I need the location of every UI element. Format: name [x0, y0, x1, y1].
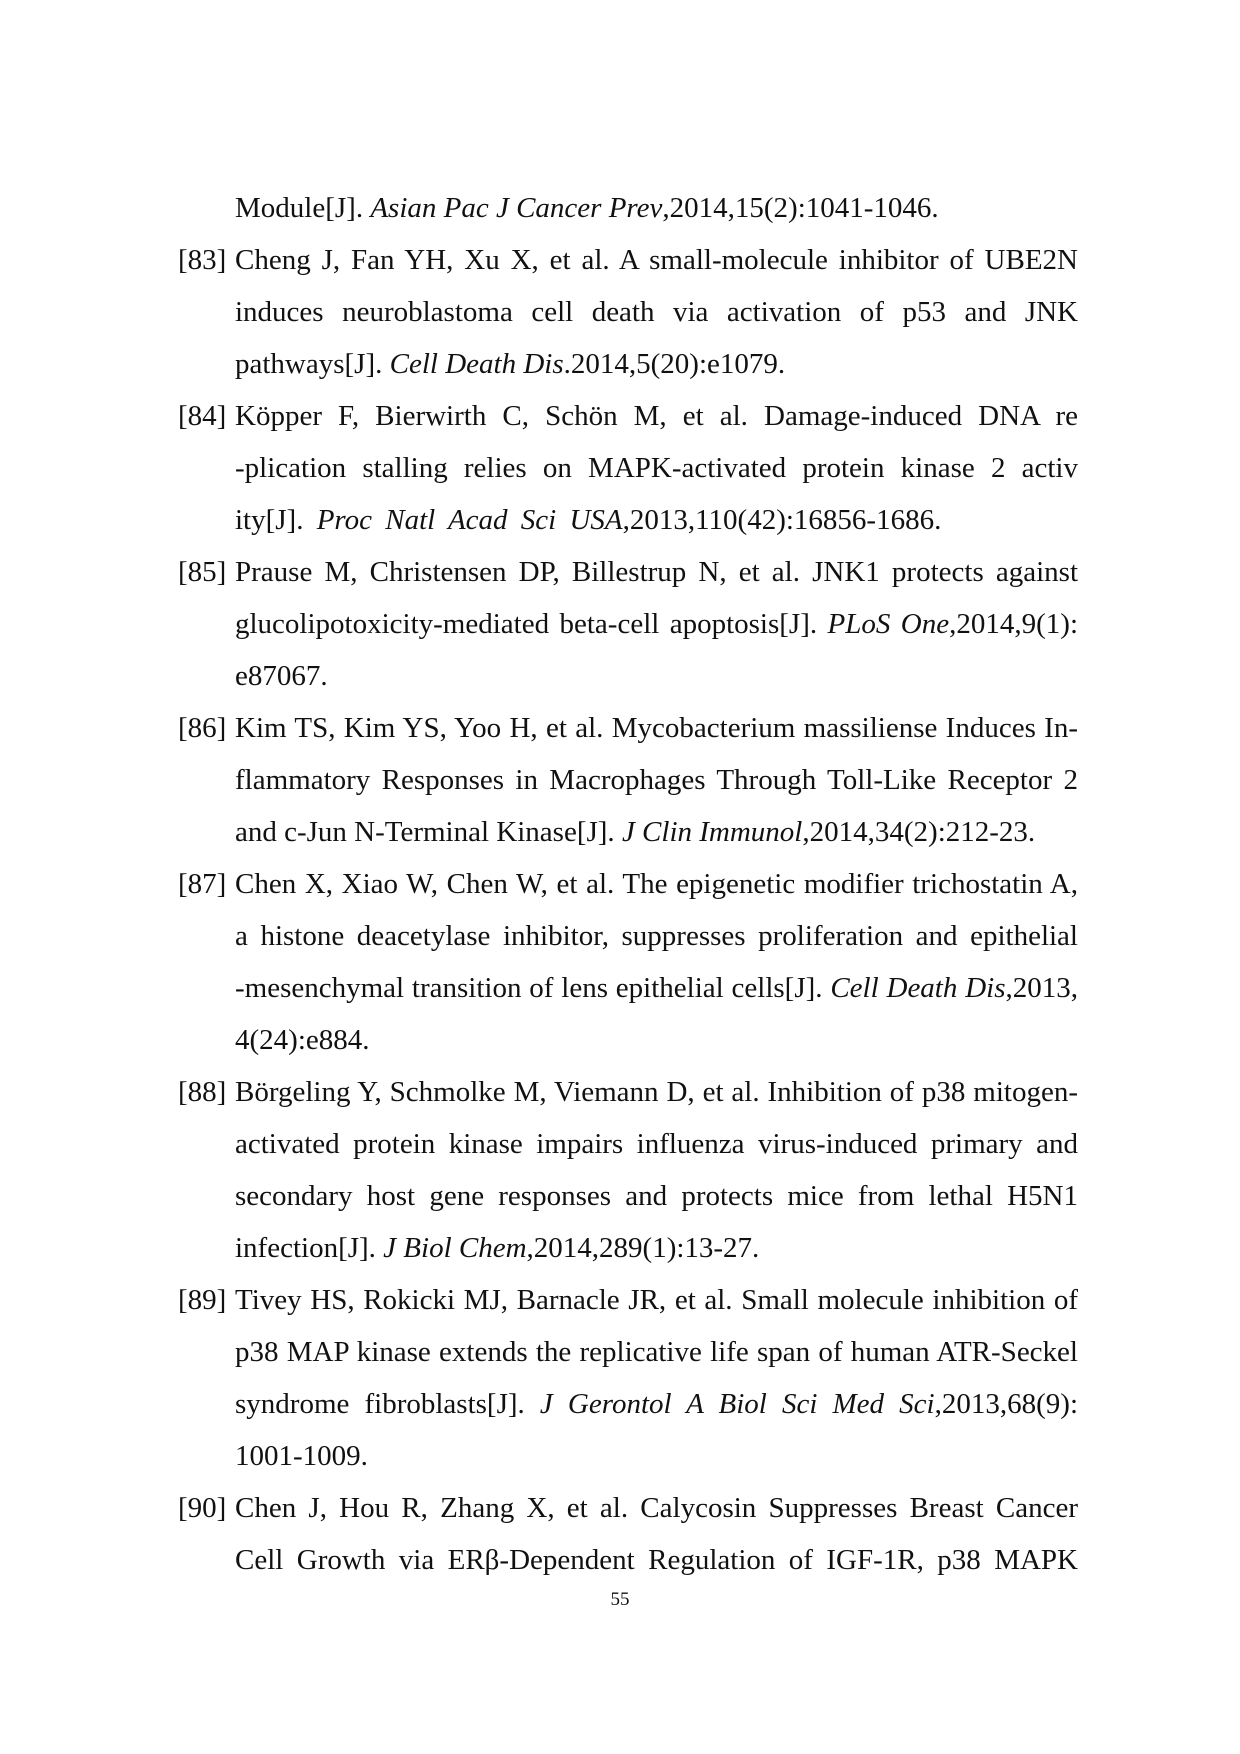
journal-name: Asian Pac J Cancer Prev	[370, 192, 663, 224]
reference-number: [85]	[178, 556, 227, 588]
reference-line: Chen X, Xiao W, Chen W, et al. The epigenetic modifier trichostatin A,	[235, 868, 1078, 900]
journal-name: J Gerontol A Biol Sci Med Sci	[539, 1388, 935, 1420]
reference-text: -mesenchymal transition of lens epithelial cells[J].	[235, 972, 831, 1004]
reference-item	[178, 546, 1078, 702]
reference-line	[235, 806, 1078, 858]
reference-number: [83]	[178, 244, 227, 276]
reference-line: Cell Growth via ERβ-Dependent Regulation of IGF-1R, p38 MAPK	[235, 1544, 1078, 1576]
reference-item	[178, 390, 1078, 546]
reference-line: Cheng J, Fan YH, Xu X, et al. A small-molecule inhibitor of UBE2N	[235, 244, 1078, 276]
reference-line	[235, 1222, 1078, 1274]
journal-name: Cell Death Dis	[830, 972, 1006, 1004]
reference-item	[178, 1066, 1078, 1274]
reference-text: ,2014,9(1):	[949, 608, 1078, 640]
reference-item	[178, 1482, 1078, 1586]
reference-number: [86]	[178, 712, 227, 744]
reference-text: .2014,5(20):e1079.	[563, 348, 786, 380]
reference-line	[235, 1378, 1078, 1430]
reference-line	[235, 494, 1078, 546]
reference-line: 1001-1009.	[235, 1440, 368, 1472]
reference-number: [88]	[178, 1076, 227, 1108]
reference-item	[178, 1274, 1078, 1482]
reference-line: Börgeling Y, Schmolke M, Viemann D, et al. Inhibition of p38 mitogen-	[235, 1076, 1078, 1108]
reference-line	[235, 338, 1078, 390]
reference-line: Prause M, Christensen DP, Billestrup N, et al. JNK1 protects against	[235, 556, 1078, 588]
reference-line: Köpper F, Bierwirth C, Schön M, et al. Damage-induced DNA re	[235, 400, 1078, 432]
reference-text: syndrome fibroblasts[J].	[235, 1388, 540, 1420]
reference-item	[178, 234, 1078, 390]
reference-line: Tivey HS, Rokicki MJ, Barnacle JR, et al. Small molecule inhibition of	[235, 1284, 1078, 1316]
journal-name: J Biol Chem	[383, 1232, 527, 1264]
reference-text: Module[J].	[235, 192, 371, 224]
reference-text: and c-Jun N-Terminal Kinase[J].	[235, 816, 622, 848]
reference-line: flammatory Responses in Macrophages Through Toll-Like Receptor 2	[235, 764, 1078, 796]
reference-line: -plication stalling relies on MAPK-activated protein kinase 2 activ	[235, 452, 1078, 484]
journal-name: Proc Natl Acad Sci USA	[316, 504, 623, 536]
reference-text: ,2014,34(2):212-23.	[802, 816, 1036, 848]
reference-text: ,2013,110(42):16856-1686.	[622, 504, 942, 536]
journal-name: PLoS One	[827, 608, 950, 640]
reference-number: [87]	[178, 868, 227, 900]
reference-line: secondary host gene responses and protects mice from lethal H5N1	[235, 1180, 1078, 1212]
reference-text: ity[J].	[235, 504, 317, 536]
reference-text: ,2013,68(9):	[934, 1388, 1078, 1420]
reference-line: Chen J, Hou R, Zhang X, et al. Calycosin Suppresses Breast Cancer	[235, 1492, 1078, 1524]
reference-line: activated protein kinase impairs influenza virus-induced primary and	[235, 1128, 1078, 1160]
reference-list	[178, 182, 1078, 1586]
reference-line: e87067.	[235, 660, 328, 692]
reference-line: Kim TS, Kim YS, Yoo H, et al. Mycobacterium massiliense Induces In-	[235, 712, 1078, 744]
reference-continuation	[178, 182, 1078, 234]
reference-item	[178, 702, 1078, 858]
reference-item	[178, 858, 1078, 1066]
journal-name: J Clin Immunol	[621, 816, 803, 848]
reference-line	[235, 182, 1078, 234]
journal-name: Cell Death Dis	[389, 348, 564, 380]
reference-line: a histone deacetylase inhibitor, suppresses proliferation and epithelial	[235, 920, 1078, 952]
reference-number: [89]	[178, 1284, 227, 1316]
reference-text: glucolipotoxicity-mediated beta-cell apoptosis[J].	[235, 608, 828, 640]
reference-text: infection[J].	[235, 1232, 384, 1264]
page-number: 55	[610, 1589, 630, 1610]
reference-line: induces neuroblastoma cell death via activation of p53 and JNK	[235, 296, 1078, 328]
reference-line	[235, 962, 1078, 1014]
reference-number: [90]	[178, 1492, 227, 1524]
reference-text: pathways[J].	[235, 348, 390, 380]
reference-line: 4(24):e884.	[235, 1024, 370, 1056]
reference-text: ,2013,	[1005, 972, 1078, 1004]
reference-line	[235, 598, 1078, 650]
reference-text: ,2014,15(2):1041-1046.	[662, 192, 939, 224]
reference-line: p38 MAP kinase extends the replicative life span of human ATR-Seckel	[235, 1336, 1078, 1368]
reference-number: [84]	[178, 400, 227, 432]
reference-text: ,2014,289(1):13-27.	[526, 1232, 760, 1264]
